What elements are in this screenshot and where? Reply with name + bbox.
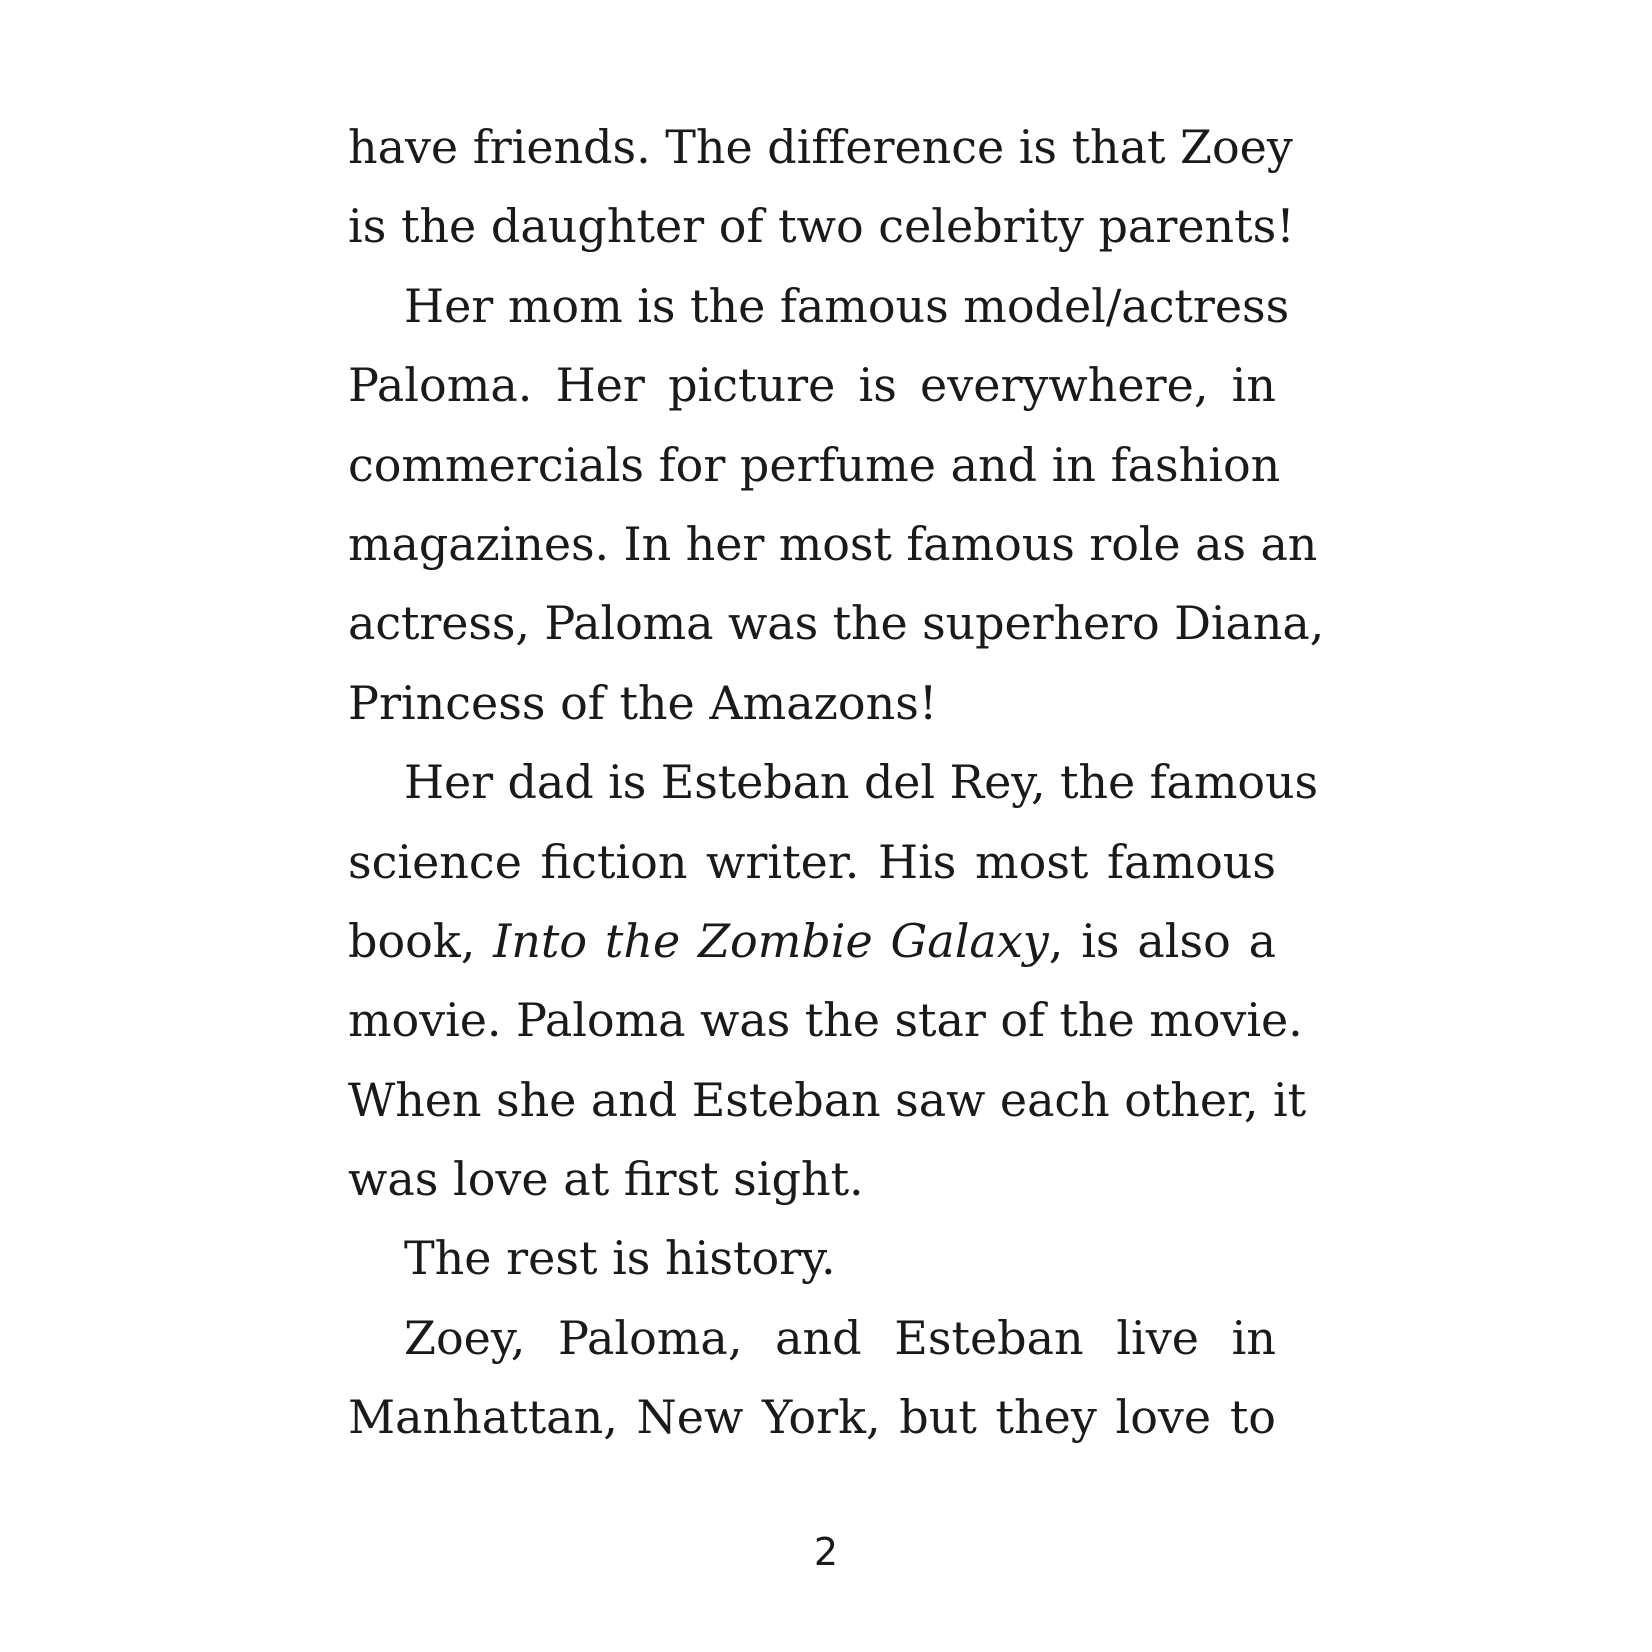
page-number: 2 xyxy=(813,1530,839,1574)
text-line: The rest is history. xyxy=(404,1231,836,1286)
text-line: magazines. In her most famous role as an xyxy=(348,516,1318,571)
text-line: Her dad is Esteban del Rey, the famous xyxy=(404,755,1318,810)
text-line: science fiction writer. His most famous xyxy=(348,834,1276,889)
text-line: movie. Paloma was the star of the movie. xyxy=(348,993,1303,1048)
text-line: When she and Esteban saw each other, it xyxy=(348,1072,1307,1127)
text-line: was love at first sight. xyxy=(348,1152,864,1207)
text-line: Paloma. Her picture is everywhere, in xyxy=(348,358,1276,413)
text-line: have friends. The difference is that Zoey xyxy=(348,120,1293,174)
text-line: Manhattan, New York, but they love to xyxy=(348,1390,1276,1445)
text-line-with-book-title xyxy=(348,902,1276,981)
text-line: Zoey, Paloma, and Esteban live in xyxy=(404,1310,1276,1365)
body-text xyxy=(348,108,1325,1458)
text-line: Princess of the Amazons! xyxy=(348,675,938,730)
text-line: is the daughter of two celebrity parents! xyxy=(348,199,1295,254)
text-fragment: book, xyxy=(348,913,494,968)
text-line: commercials for perfume and in fashion xyxy=(348,437,1281,492)
text-line: actress, Paloma was the superhero Diana, xyxy=(348,596,1325,651)
book-title: Into the Zombie Galaxy xyxy=(493,913,1049,968)
text-fragment: , is also a xyxy=(1048,913,1277,968)
text-line: Her mom is the famous model/actress xyxy=(404,278,1290,333)
